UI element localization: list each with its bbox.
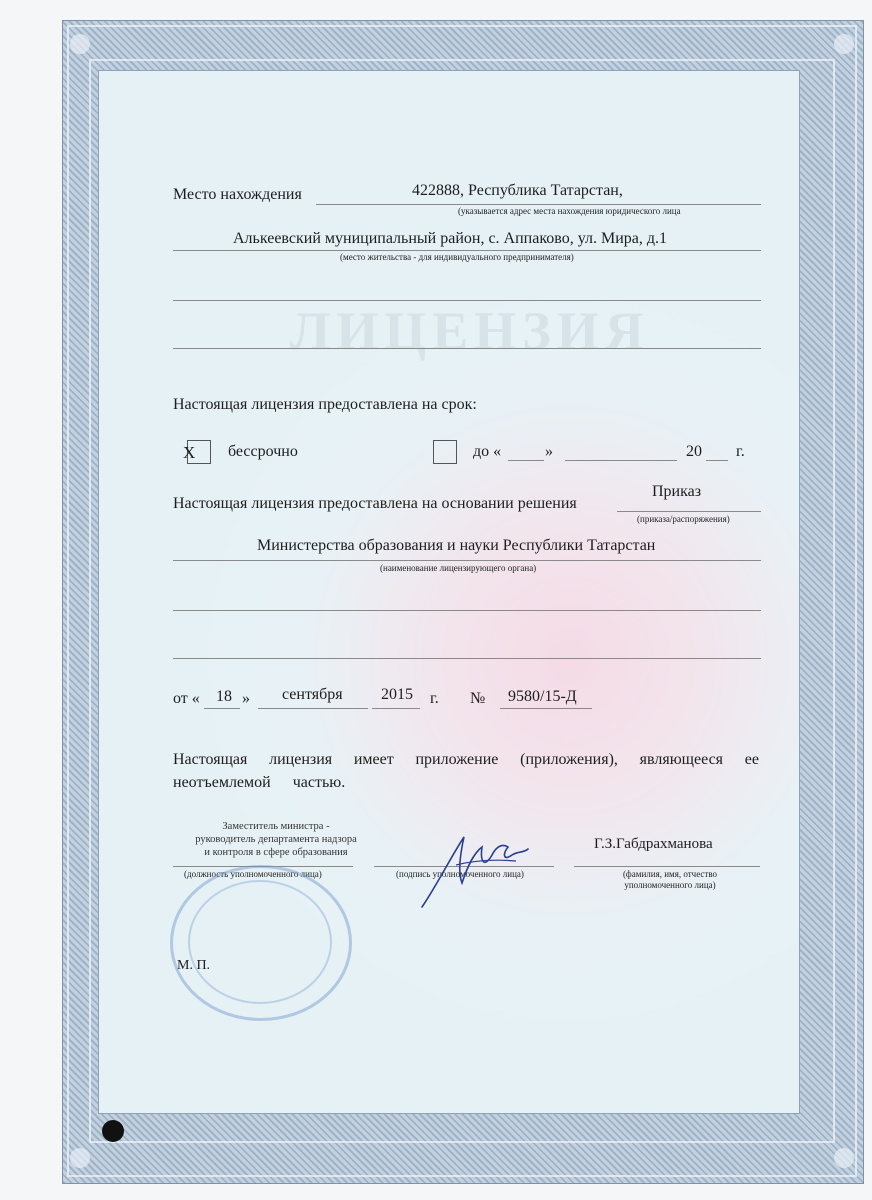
appendix-line-1 bbox=[173, 751, 759, 769]
date-year-suffix: г. bbox=[430, 690, 439, 707]
authority-name: Министерства образования и науки Республики Татарстан bbox=[257, 537, 656, 554]
seal-place: М. П. bbox=[177, 958, 211, 973]
until-prefix: до « bbox=[473, 443, 502, 460]
date-prefix: от « bbox=[173, 690, 200, 707]
appendix-word: являющееся bbox=[639, 751, 724, 768]
address-line-2 bbox=[173, 250, 761, 251]
until-month-line bbox=[565, 460, 677, 461]
basis-label: Настоящая лицензия предоставлена на основании решения bbox=[173, 495, 577, 512]
official-name: Г.З.Габдрахманова bbox=[594, 836, 713, 852]
appendix-word: ее bbox=[744, 751, 759, 768]
blank-line-4 bbox=[173, 658, 761, 659]
check-mark: X bbox=[183, 443, 196, 462]
day-line bbox=[204, 708, 240, 709]
name-caption-line-1: (фамилия, имя, отчество bbox=[622, 869, 718, 879]
year-line bbox=[372, 708, 420, 709]
position-line-1: Заместитель министра - bbox=[222, 821, 330, 832]
authority-line bbox=[173, 560, 761, 561]
appendix-word: лицензия bbox=[269, 751, 333, 768]
date-year: 2015 bbox=[381, 686, 413, 703]
until-year-line bbox=[706, 460, 728, 461]
position-line-3: и контроля в сфере образования bbox=[204, 847, 348, 858]
year-suffix: г. bbox=[736, 443, 745, 460]
name-line bbox=[574, 866, 760, 867]
signature-caption: (подпись уполномоченного лица) bbox=[396, 869, 524, 879]
appendix-word: имеет bbox=[353, 751, 394, 768]
appendix-word: Настоящая bbox=[173, 751, 248, 768]
official-position bbox=[186, 820, 366, 859]
until-checkbox bbox=[433, 440, 457, 464]
number-sign: № bbox=[470, 690, 486, 707]
number-line bbox=[500, 708, 592, 709]
term-label: Настоящая лицензия предоставлена на срок: bbox=[173, 396, 477, 413]
decision-type: Приказ bbox=[652, 483, 702, 500]
address-line-1 bbox=[316, 204, 761, 205]
address-line1: 422888, Республика Татарстан, bbox=[412, 182, 623, 199]
official-seal-inner bbox=[188, 880, 332, 1004]
appendix-word: (приложения), bbox=[520, 751, 618, 768]
until-close: » bbox=[545, 443, 553, 460]
position-line-2: руководитель департамента надзора bbox=[195, 834, 357, 845]
month-line bbox=[258, 708, 368, 709]
year-prefix: 20 bbox=[686, 443, 702, 460]
address-line2: Алькеевский муниципальный район, с. Аппаково, ул. Мира, д.1 bbox=[233, 230, 668, 247]
decision-line bbox=[617, 511, 761, 512]
address-caption-1: (указывается адрес места нахождения юридического лица bbox=[458, 206, 681, 216]
appendix-word: частью. bbox=[292, 774, 346, 791]
punch-hole bbox=[102, 1120, 124, 1142]
handwritten-signature bbox=[412, 825, 532, 915]
address-label: Место нахождения bbox=[173, 186, 302, 203]
appendix-word: неотъемлемой bbox=[173, 774, 271, 791]
address-caption-2: (место жительства - для индивидуального предпринимателя) bbox=[340, 252, 574, 262]
date-close: » bbox=[242, 690, 250, 707]
blank-line-2 bbox=[173, 348, 761, 349]
name-caption bbox=[600, 869, 740, 891]
unlimited-label: бессрочно bbox=[228, 443, 298, 460]
appendix-word: приложение bbox=[415, 751, 499, 768]
name-caption-line-2: уполномоченного лица) bbox=[624, 880, 716, 890]
decision-caption: (приказа/распоряжения) bbox=[637, 514, 730, 524]
blank-line-1 bbox=[173, 300, 761, 301]
until-day-line bbox=[508, 460, 544, 461]
date-day: 18 bbox=[216, 688, 232, 705]
authority-caption: (наименование лицензирующего органа) bbox=[380, 563, 537, 573]
appendix-line-2 bbox=[173, 774, 345, 792]
blank-line-3 bbox=[173, 610, 761, 611]
date-month: сентября bbox=[282, 686, 343, 703]
position-caption: (должность уполномоченного лица) bbox=[184, 869, 322, 879]
watermark: ЛИЦЕНЗИЯ bbox=[290, 301, 650, 361]
license-number: 9580/15-Д bbox=[508, 688, 577, 705]
